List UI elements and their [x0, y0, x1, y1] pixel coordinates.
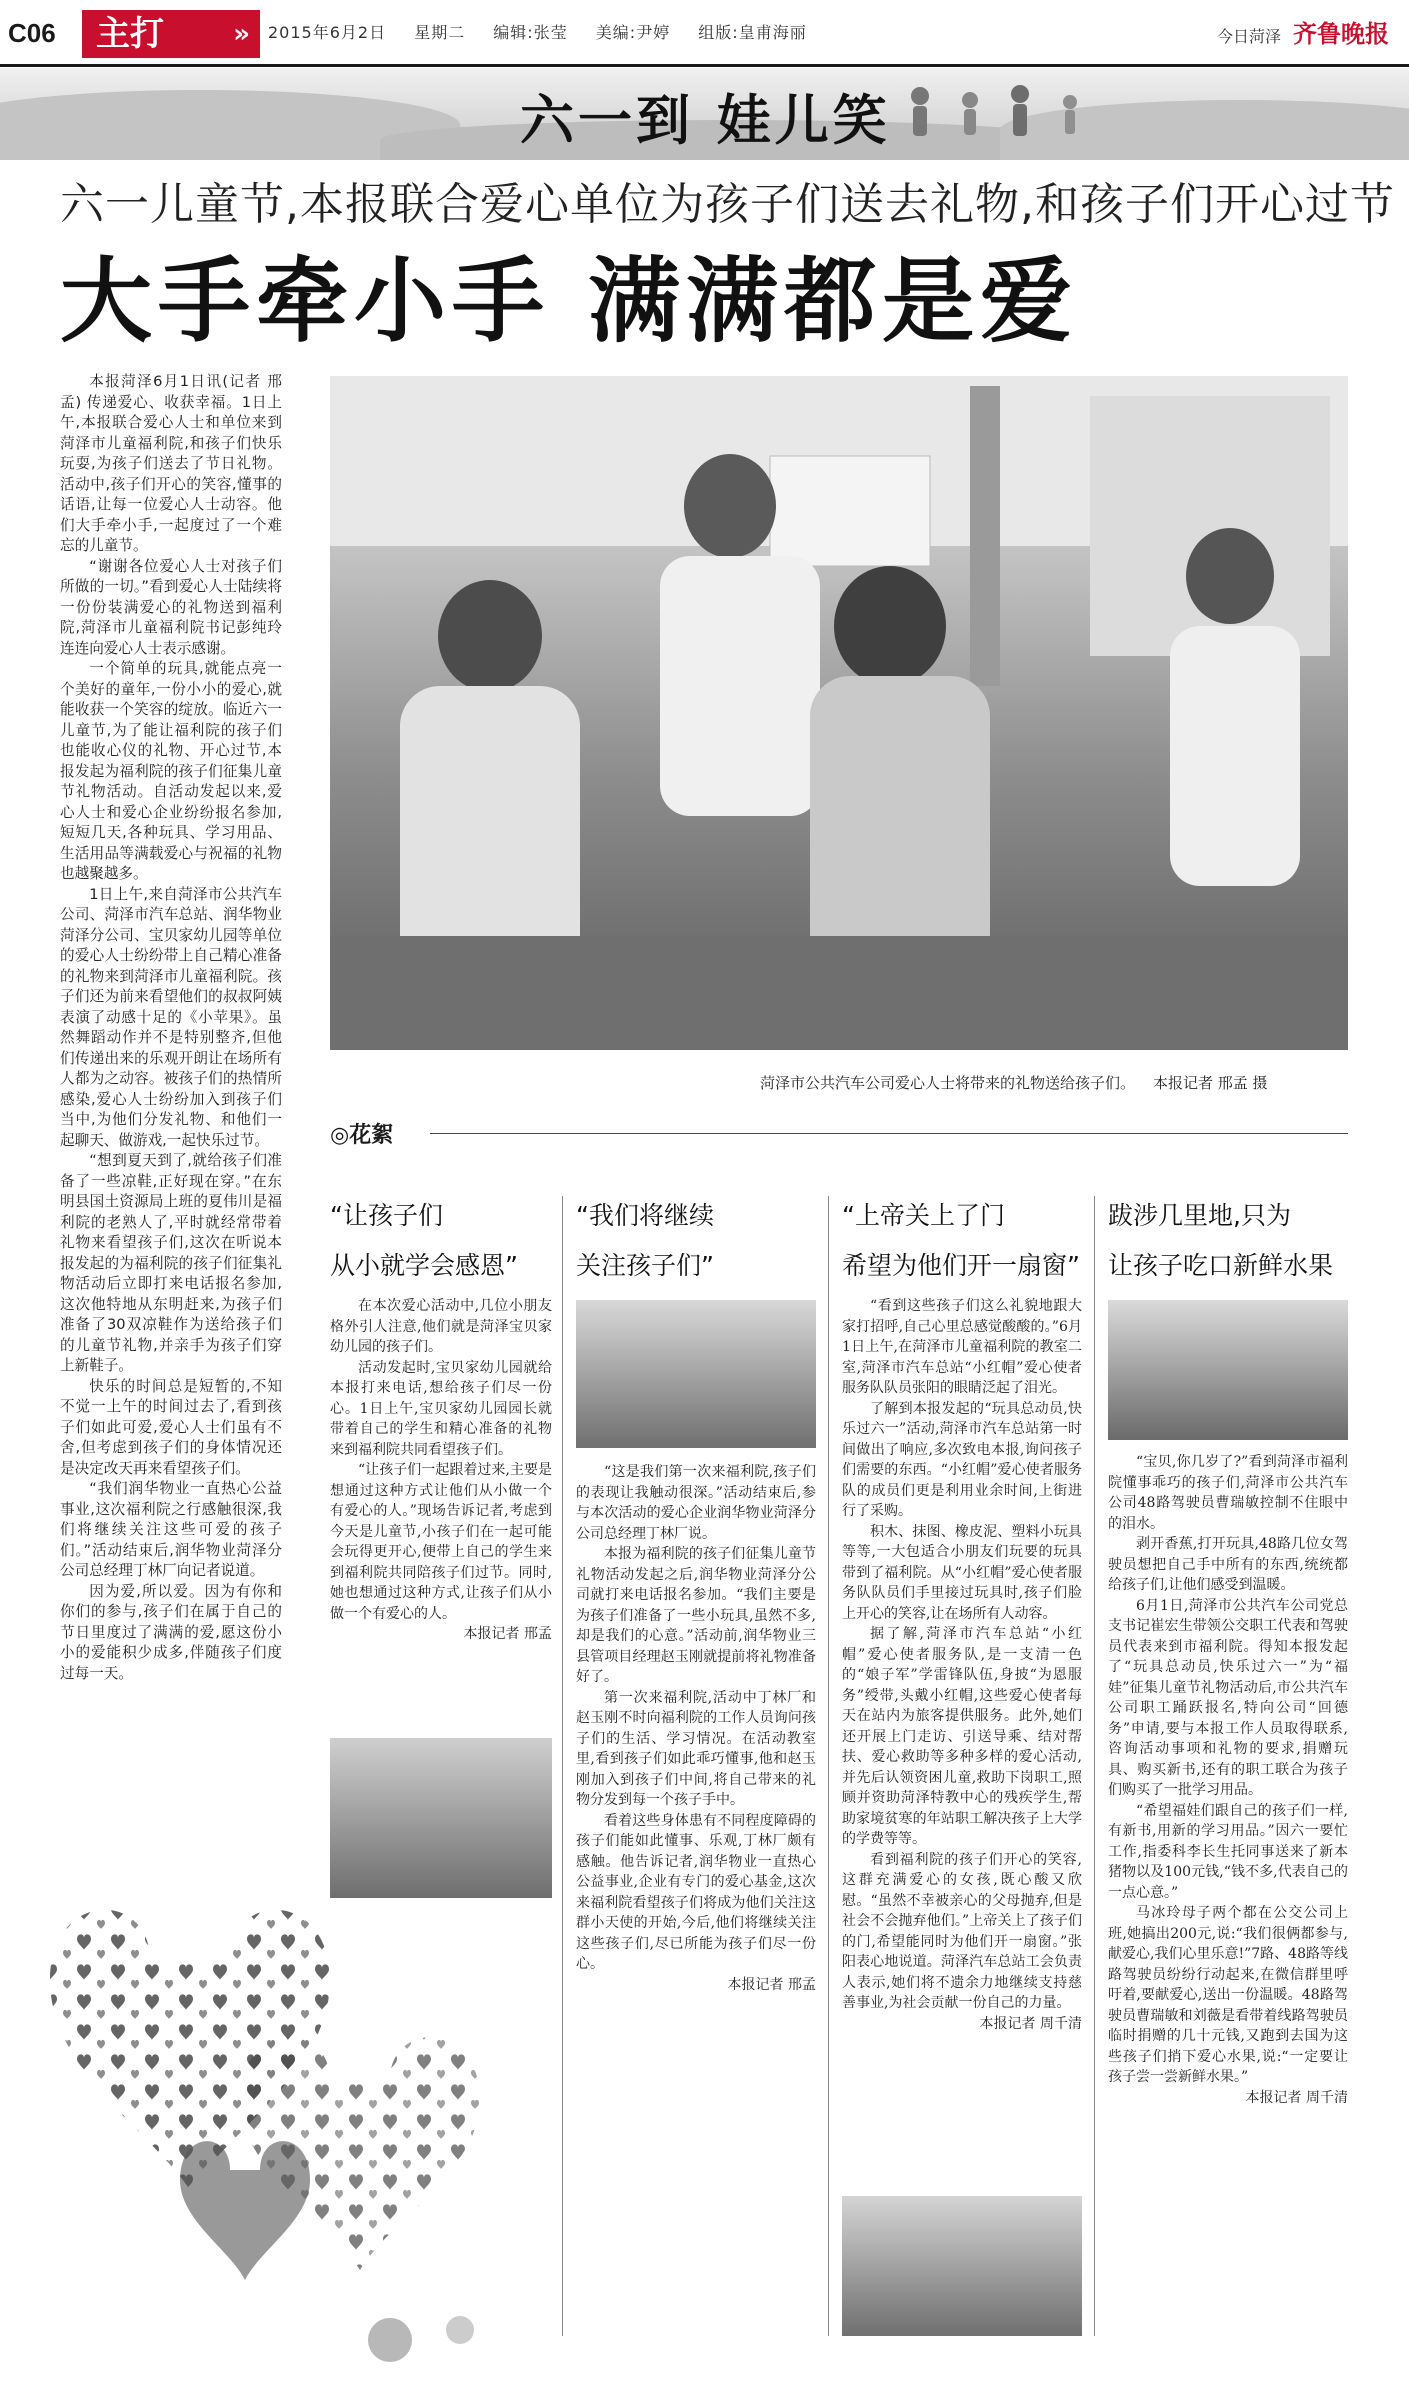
story-photo	[576, 1300, 816, 1448]
art-credit: 美编:尹婷	[595, 23, 671, 42]
story-paragraph: 第一次来福利院,活动中丁林厂和赵玉刚不时向福利院的工作人员询问孩子们的生活、学习情况。在活动教室里,看到孩子们如此乖巧懂事,他和赵玉刚加入到孩子们中间,将自己带来的礼物分发到每一个孩子手中。	[576, 1689, 816, 1808]
header-rule	[0, 64, 1409, 67]
issue-weekday: 星期二	[414, 23, 466, 42]
story-photo	[1108, 1300, 1348, 1440]
article-paragraph: 本报菏泽6月1日讯(记者 邢孟) 传递爱心、收获幸福。1日上午,本报联合爱心人士和单位来到菏泽市儿童福利院,和孩子们快乐玩耍,为孩子们送去了节日礼物。活动中,孩子们开心的笑容,懂事的话语,让每一位爱心人士动容。他们大手牵小手,一起度过了一个难忘的儿童节。	[60, 373, 282, 554]
brand-edition: 今日菏泽	[1216, 27, 1281, 46]
newspaper-brand	[1217, 14, 1389, 49]
page-number: C06	[8, 18, 56, 48]
story-paragraph: 本报为福利院的孩子们征集儿童节礼物活动发起之后,润华物业菏泽分公司就打来电话报名参加。“我们主要是为孩子们准备了一些小玩具,虽然不多,却是我们的心意。”活动前,润华物业三县管项目经理赵玉刚就提前将礼物准备好了。	[576, 1546, 816, 1685]
story-byline: 本报记者 邢孟	[463, 1626, 552, 1642]
story-photo	[842, 2196, 1082, 2336]
story-paragraph: 6月1日,菏泽市公共汽车公司党总支书记崔宏生带领公交职工代表和驾驶员代表来到市福利院。得知本报发起了“玩具总动员,快乐过六一”为“福娃”征集儿童节礼物活动后,市公共汽车公司职工踊跃报名,特向公司“回德务”申请,要与本报工作人员取得联系,咨询活动事项和礼物的要求,捐赠玩具、购买新书,还有的职工联合为孩子们购买了一批学习用品。	[1108, 1597, 1348, 1798]
sidebar-section-label: ◎花絮	[330, 1123, 394, 1148]
banner-title: 六一到 娃儿笑	[520, 88, 891, 152]
story-byline: 本报记者 周千清	[1245, 2089, 1348, 2106]
decorative-heart-icon	[40, 1870, 500, 2370]
article-kicker: 六一儿童节,本报联合爱心单位为孩子们送去礼物,和孩子们开心过节	[60, 179, 1395, 230]
children-silhouette-icon	[880, 76, 1100, 156]
story-body	[842, 1296, 1082, 2034]
section-label: 主打	[96, 14, 164, 54]
article-paragraph: 一个简单的玩具,就能点亮一个美好的童年,一份小小的爱心,就能收获一个笑容的绽放。临近六一儿童节,为了能让福利院的孩子们也能收心仪的礼物、开心过节,本报发起为福利院的孩子们征集儿童节礼物活动。自活动发起以来,爱心人士和爱心企业纷纷报名参加,短短几天,各种玩具、学习用品、生活用品等满载爱心与祝福的礼物也越聚越多。	[60, 660, 282, 882]
story-title-line: 跋涉几里地,只为	[1108, 1201, 1291, 1230]
sidebar-section-rule	[430, 1133, 1348, 1134]
section-tag	[82, 10, 260, 58]
editor-credit: 编辑:张莹	[493, 23, 568, 42]
story-body	[330, 1296, 552, 1645]
story-paragraph: “宝贝,你几岁了?”看到菏泽市福利院懂事乖巧的孩子们,菏泽市公共汽车公司48路驾驶员曹瑞敏控制不住眼中的泪水。	[1108, 1454, 1348, 1532]
article-paragraph: “谢谢各位爱心人士对孩子们所做的一切。”看到爱心人士陆续将一份份装满爱心的礼物送到福利院,菏泽市儿童福利院书记彭纯玲连连向爱心人士表示感谢。	[60, 557, 282, 657]
issue-meta	[268, 20, 829, 43]
article-body	[60, 372, 282, 1684]
photo-caption-text: 菏泽市公共汽车公司爱心人士将带来的礼物送给孩子们。	[760, 1074, 1136, 1092]
story-paragraph: “希望福娃们跟自己的孩子们一样,有新书,用新的学习用品。”因六一要忙工作,指委科李长生托同事送来了新本猪物以及100元钱,“钱不多,代表自己的一点心意。”	[1108, 1802, 1348, 1901]
story-title-line: “上帝关上了门	[842, 1201, 1005, 1230]
layout-credit: 组版:皇甫海丽	[698, 23, 807, 42]
story-paragraph: 马冰玲母子两个都在公交公司上班,她搞出200元,说:“我们很俩都参与,献爱心,我们心里乐意!”7路、48路等线路驾驶员纷纷行动起来,在微信群里呼吁着,要献爱心,送出一份温暖。48路驾驶员曹瑞敏和刘薇是看带着线路驾驶员临时捐赠的几十元钱,又跑到去国为这些孩子们捎下爱心水果,说:“一定要让孩子尝一尝新鲜水果。”	[1108, 1905, 1348, 2085]
photo-caption	[760, 1072, 1268, 1093]
story-paragraph: 看着这些身体患有不同程度障碍的孩子们能如此懂事、乐观,丁林厂颇有感触。他告诉记者,润华物业一直热心公益事业,企业有专门的爱心基金,这次来福利院看望孩子们将成为他们关注这群小天使的开始,今后,他们将继续关注这些孩子们,尽已所能为孩子们尽一份心。	[576, 1812, 816, 1972]
story-paragraph: 剥开香蕉,打开玩具,48路几位女驾驶员想把自己手中所有的东西,统统都给孩子们,让他们感受到温暖。	[1108, 1536, 1348, 1593]
brand-name: 齐鲁晚报	[1293, 19, 1389, 48]
story-paragraph: 看到福利院的孩子们开心的笑容,这群充满爱心的女孩,既心酸又欣慰。“虽然不幸被亲心的父母抛弃,但是社会不会抛弃他们。”上帝关上了孩子们的门,希望能同时为他们开一扇窗。”张阳表心地说道。菏泽汽车总站工会负责人表示,她们将不遗余力地继续支持慈善事业,为社会贡献一份自己的力量。	[842, 1851, 1082, 2011]
story-paragraph: “让孩子们一起跟着过来,主要是想通过这种方式让他们从小做一个有爱心的人。”现场告诉记者,考虑到今天是儿童节,小孩子们在一起可能会玩得更开心,便带上自己的学生来到福利院共同陪孩子们过节。同时,她也想通过这种方式,让孩子们从小做一个有爱心的人。	[330, 1462, 552, 1622]
story-title-line: 关注孩子们”	[576, 1251, 714, 1280]
story-title-line: 让孩子吃口新鲜水果	[1108, 1251, 1334, 1280]
article-headline: 大手牵小手 满满都是爱	[60, 248, 1079, 355]
article-paragraph: 快乐的时间总是短暂的,不知不觉一上午的时间过去了,看到孩子们如此可爱,爱心人士们虽有不舍,但考虑到孩子们的身体情况还是决定改天再来看望孩子们。	[60, 1377, 282, 1477]
story-paragraph: 了解到本报发起的“玩具总动员,快乐过六一”活动,菏泽市汽车总站第一时间做出了响应,多次致电本报,询问孩子们需要的东西。“小红帽”爱心使者服务队的成员们更是利用业余时间,上街进行了采购。	[842, 1400, 1082, 1519]
issue-date: 2015年6月2日	[268, 23, 387, 42]
story-paragraph: “看到这些孩子们这么礼貌地跟大家打招呼,自己心里总感觉酸酸的。”6月1日上午,在菏泽市儿童福利院的教室二室,菏泽市汽车总站“小红帽”爱心使者服务队队员张阳的眼睛泛起了泪光。	[842, 1298, 1082, 1396]
story-title	[576, 1196, 816, 1286]
story-body	[1108, 1452, 1348, 2108]
photo-credit: 本报记者 邢孟 摄	[1153, 1074, 1268, 1092]
story-title-line: 从小就学会感恩”	[330, 1251, 518, 1280]
photo-scene-shapes	[330, 376, 1348, 1050]
article-paragraph: “想到夏天到了,就给孩子们准备了一些凉鞋,正好现在穿。”在东明县国土资源局上班的夏伟川是福利院的老熟人了,平时就经常带着礼物来看望孩子们,这次在听说本报发起的为福利院的孩子们征集礼物活动后立即打来电话报名参加,这次他特地从东明赶来,为孩子们准备了30双凉鞋作为送给孩子们的儿童节礼物,并亲手为孩子们穿上新鞋子。	[60, 1152, 282, 1374]
article-paragraph: 1日上午,来自菏泽市公共汽车公司、菏泽市汽车总站、润华物业菏泽分公司、宝贝家幼儿园等单位的爱心人士纷纷带上自己精心准备的礼物来到菏泽市儿童福利院。孩子们还为前来看望他们的叔叔阿姨表演了动感十足的《小苹果》。虽然舞蹈动作并不是特别整齐,但他们传递出来的乐观开朗让在场所有人都为之动容。被孩子们的热情所感染,爱心人士纷纷加入到孩子们当中,为他们分发礼物、和他们一起聊天、做游戏,一起快乐过节。	[60, 885, 282, 1149]
column-divider	[828, 1196, 829, 2336]
story-paragraph: 在本次爱心活动中,几位小朋友格外引人注意,他们就是菏泽宝贝家幼儿园的孩子们。	[330, 1298, 552, 1355]
story-title-line: “我们将继续	[576, 1201, 714, 1230]
story-paragraph: “这是我们第一次来福利院,孩子们的表现让我触动很深。”活动结束后,参与本次活动的爱心企业润华物业菏泽分公司总经理丁林厂说。	[576, 1464, 816, 1542]
story-title-line: “让孩子们	[330, 1201, 443, 1230]
story-title	[1108, 1196, 1358, 1286]
story-title	[842, 1196, 1092, 1286]
article-paragraph: 因为爱,所以爱。因为有你和你们的参与,孩子们在属于自己的节日里度过了满满的爱,愿这份小小的爱能积少成多,伴随孩子们度过每一天。	[60, 1582, 282, 1682]
story-paragraph: 活动发起时,宝贝家幼儿园就给本报打来电话,想给孩子们尽一份心。1日上午,宝贝家幼儿园园长就带着自己的学生和精心准备的礼物来到福利院共同看望孩子们。	[330, 1359, 552, 1458]
story-paragraph: 积木、抹图、橡皮泥、塑料小玩具等等,一大包适合小朋友们玩要的玩具带到了福利院。从“小红帽”爱心使者服务队队员们手里接过玩具时,孩子们脸上开心的笑容,让在场所有人动容。	[842, 1523, 1082, 1622]
column-divider	[1094, 1196, 1095, 2336]
story-byline: 本报记者 邢孟	[727, 1976, 816, 1993]
column-divider	[562, 1196, 563, 2336]
article-paragraph: “我们润华物业一直热心公益事业,这次福利院之行感触很深,我们将继续关注这些可爱的孩子们。”活动结束后,润华物业菏泽分公司总经理丁林厂向记者说道。	[60, 1480, 282, 1579]
story-title	[330, 1196, 570, 1286]
double-chevron-icon: »	[233, 19, 250, 49]
story-paragraph: 据了解,菏泽市汽车总站“小红帽”爱心使者服务队,是一支清一色的“娘子军”学雷锋队伍,身披“为恩服务”绶带,头戴小红帽,这些爱心使者每天在站内为旅客提供服务。此外,她们还开展上门走访、引送导乘、结对帮扶、爱心救助等多种多样的爱心活动,并先后认领资困儿童,救助下岗职工,照顾并资助菏泽特教中心的残疾学生,帮助家境贫寒的年站职工解决孩子上大学的学费等等。	[842, 1626, 1082, 1847]
main-photo	[330, 376, 1348, 1050]
story-title-line: 希望为他们开一扇窗”	[842, 1251, 1080, 1280]
story-byline: 本报记者 周千清	[979, 2015, 1082, 2032]
story-body	[576, 1462, 816, 1995]
